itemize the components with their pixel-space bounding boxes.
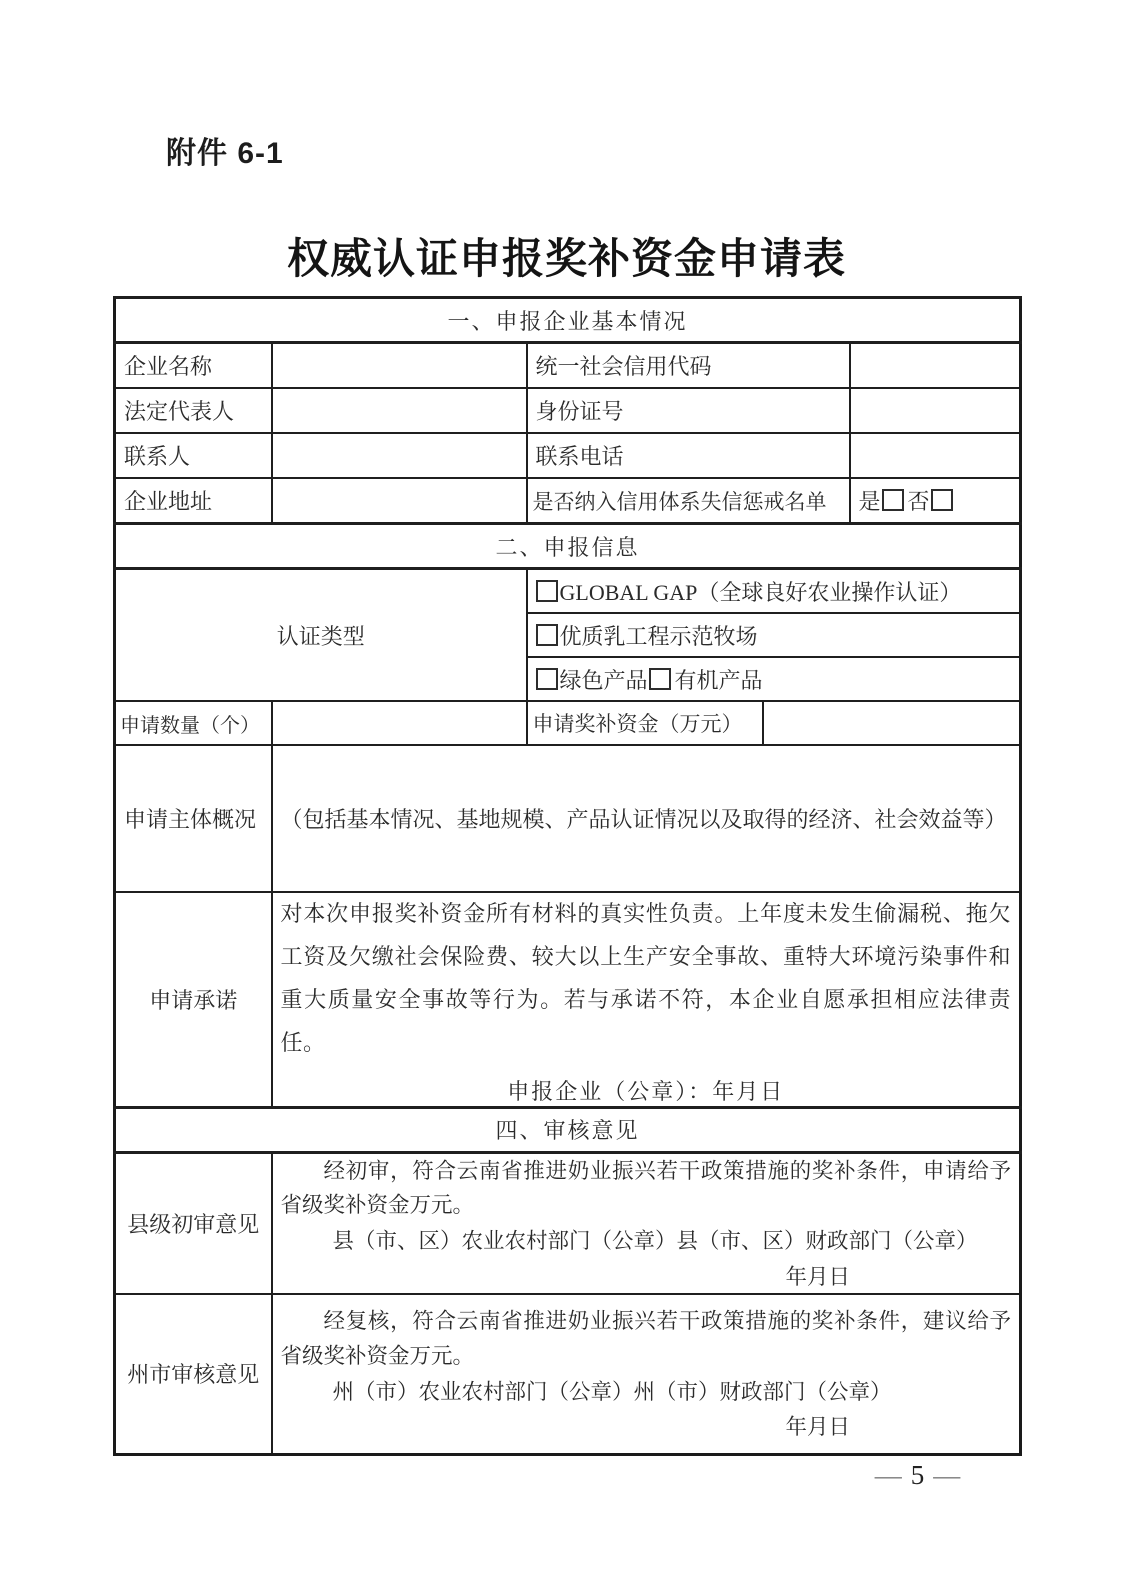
no-checkbox-icon (931, 489, 953, 511)
cert-option-global-gap (527, 569, 1021, 614)
quantity-amount-row (115, 701, 1021, 745)
section1-header-row (115, 298, 1021, 343)
subsidy-amount-value (763, 701, 1021, 745)
green-product-option-label: 绿色产品 (559, 667, 648, 693)
apply-quantity-label: 申请数量（个） (115, 701, 272, 745)
city-review-row (115, 1294, 1021, 1455)
section2-header-row (115, 524, 1021, 569)
credit-code-label: 统一社会信用代码 (527, 343, 850, 389)
credit-blacklist-label: 是否纳入信用体系失信惩戒名单 (527, 478, 850, 524)
page-number-dash-right: — (933, 1460, 961, 1490)
section1-header: 一、申报企业基本情况 (115, 298, 1021, 343)
cert-type-row-1 (115, 569, 1021, 614)
organic-product-checkbox-icon (649, 668, 671, 690)
yes-label: 是 (858, 489, 881, 514)
commitment-label: 申请承诺 (115, 892, 272, 1107)
global-gap-checkbox-icon (536, 580, 558, 602)
city-review-content-cell (272, 1294, 1021, 1455)
county-review-label: 县级初审意见 (115, 1152, 272, 1294)
city-review-body-text: 经复核，符合云南省推进奶业振兴若干政策措施的奖补条件，建议给予省级奖补资金万元。 (280, 1309, 1012, 1368)
contact-person-row (115, 433, 1021, 478)
global-gap-option-label: GLOBAL GAP（全球良好农业操作认证） (559, 579, 962, 605)
id-number-value (850, 388, 1021, 433)
attachment-label: 附件 6-1 (166, 137, 284, 170)
legal-rep-label: 法定代表人 (115, 388, 272, 433)
company-name-label: 企业名称 (115, 343, 272, 389)
no-label: 否 (907, 489, 930, 514)
city-review-date-line: 年月日 (785, 1415, 851, 1440)
section4-header: 四、审核意见 (115, 1107, 1021, 1152)
legal-rep-row (115, 388, 1021, 433)
cert-option-premium-milk (527, 613, 1021, 657)
contact-phone-label: 联系电话 (527, 433, 850, 478)
subsidy-amount-label: 申请奖补资金（万元） (527, 701, 763, 745)
commitment-row (115, 892, 1021, 1107)
county-review-sign-line: 县（市、区）农业农村部门（公章）县（市、区）财政部门（公章） (332, 1229, 978, 1254)
application-form-table (113, 296, 1022, 1456)
commitment-sign-line: 申报企业（公章）：年月日 (507, 1078, 785, 1104)
page-number-dash-left: — (874, 1460, 902, 1490)
commitment-content-cell (272, 892, 1021, 1107)
id-number-label: 身份证号 (527, 388, 850, 433)
cert-type-label: 认证类型 (115, 569, 527, 702)
credit-code-value (850, 343, 1021, 389)
page-number-value: 5 (910, 1460, 925, 1490)
page-title: 权威认证申报奖补资金申请表 (286, 237, 846, 283)
county-review-row (115, 1152, 1021, 1294)
company-address-row (115, 478, 1021, 524)
applicant-profile-hint: （包括基本情况、基地规模、产品认证情况以及取得的经济、社会效益等） (272, 745, 1021, 892)
section2-header: 二、申报信息 (115, 524, 1021, 569)
company-name-row (115, 343, 1021, 389)
green-product-checkbox-icon (536, 668, 558, 690)
premium-milk-checkbox-icon (536, 624, 558, 646)
page-number (855, 1460, 980, 1491)
section4-header-row (115, 1107, 1021, 1152)
applicant-profile-row (115, 745, 1021, 892)
applicant-profile-label: 申请主体概况 (115, 745, 272, 892)
yes-checkbox-icon (882, 489, 904, 511)
company-name-value (272, 343, 527, 389)
county-review-body-text: 经初审，符合云南省推进奶业振兴若干政策措施的奖补条件，申请给予省级奖补资金万元。 (280, 1158, 1012, 1217)
apply-quantity-value (272, 701, 527, 745)
company-address-label: 企业地址 (115, 478, 272, 524)
contact-person-label: 联系人 (115, 433, 272, 478)
county-review-date-line: 年月日 (785, 1264, 851, 1289)
blacklist-yes-no-cell (850, 478, 1021, 524)
city-review-label: 州市审核意见 (115, 1294, 272, 1455)
legal-rep-value (272, 388, 527, 433)
commitment-body-text: 对本次申报奖补资金所有材料的真实性负责。上年度未发生偷漏税、拖欠工资及欠缴社会保险费、较大以上生产安全事故、重特大环境污染事件和重大质量安全事故等行为。若与承诺不符，本企业自愿承担相应法律责任。 (280, 901, 1012, 1055)
city-review-sign-line: 州（市）农业农村部门（公章）州（市）财政部门（公章） (332, 1380, 892, 1405)
contact-person-value (272, 433, 527, 478)
contact-phone-value (850, 433, 1021, 478)
county-review-content-cell (272, 1152, 1021, 1294)
premium-milk-option-label: 优质乳工程示范牧场 (559, 623, 758, 649)
cert-option-green-organic (527, 657, 1021, 701)
company-address-value (272, 478, 527, 524)
organic-product-option-label: 有机产品 (674, 667, 763, 693)
